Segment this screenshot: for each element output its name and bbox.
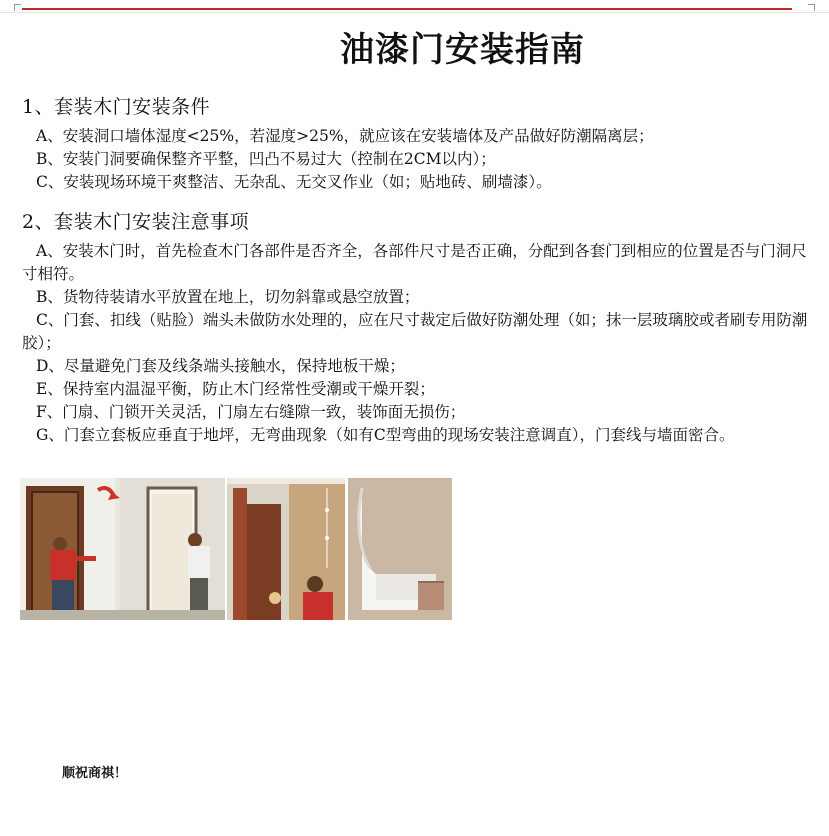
photo-frame-detail bbox=[227, 478, 345, 620]
page-top-border bbox=[0, 0, 829, 13]
section-2-item-c: C、门套、扣线（贴脸）端头未做防水处理的，应在尺寸裁定后做好防潮处理（如；抹一层玻璃胶或者刷专用防潮胶）； bbox=[22, 311, 808, 352]
installation-photo-strip bbox=[20, 478, 452, 620]
section-2-item-f: F、门扇、门锁开关灵活，门扇左右缝隙一致，装饰面无损伤； bbox=[36, 403, 466, 421]
section-1-item-b: B、安装门洞要确保整齐平整，凹凸不易过大（控制在2CM以内）； bbox=[36, 150, 496, 168]
closing-remark: 顺祝商祺！ bbox=[62, 766, 128, 781]
section-2-body bbox=[22, 240, 812, 447]
section-2-item-b: B、货物待装请水平放置在地上，切勿斜靠或悬空放置； bbox=[36, 288, 420, 306]
section-2-item-a: A、安装木门时，首先检查木门各部件是否齐全，各部件尺寸是否正确，分配到各套门到相应的位置是否与门洞尺寸相符。 bbox=[22, 242, 807, 283]
header-rule bbox=[22, 8, 792, 10]
section-1-item-c: C、安装现场环境干爽整洁、无杂乱、无交叉作业（如；贴地砖、刷墙漆）。 bbox=[36, 173, 552, 191]
section-2-item-e: E、保持室内温湿平衡，防止木门经常性受潮或干燥开裂； bbox=[36, 380, 435, 398]
section-1-heading: 1、套装木门安装条件 bbox=[22, 96, 211, 118]
crop-mark-left bbox=[14, 4, 21, 11]
section-2-heading: 2、套装木门安装注意事项 bbox=[22, 211, 250, 233]
section-2-item-g: G、门套立套板应垂直于地坪，无弯曲现象（如有C型弯曲的现场安装注意调直），门套线与墙面密合。 bbox=[36, 426, 735, 444]
photo-door-installation bbox=[20, 478, 225, 620]
section-1-item-a: A、安装洞口墙体湿度<25%，若湿度>25%，就应该在安装墙体及产品做好防潮隔离层； bbox=[36, 127, 654, 145]
section-1-body bbox=[22, 125, 812, 194]
document-title: 油漆门安装指南 bbox=[340, 30, 585, 70]
photo-moulding-profile bbox=[348, 478, 452, 620]
section-2-item-d: D、尽量避免门套及线条端头接触水，保持地板干燥； bbox=[36, 357, 405, 375]
crop-mark-right bbox=[808, 4, 815, 11]
